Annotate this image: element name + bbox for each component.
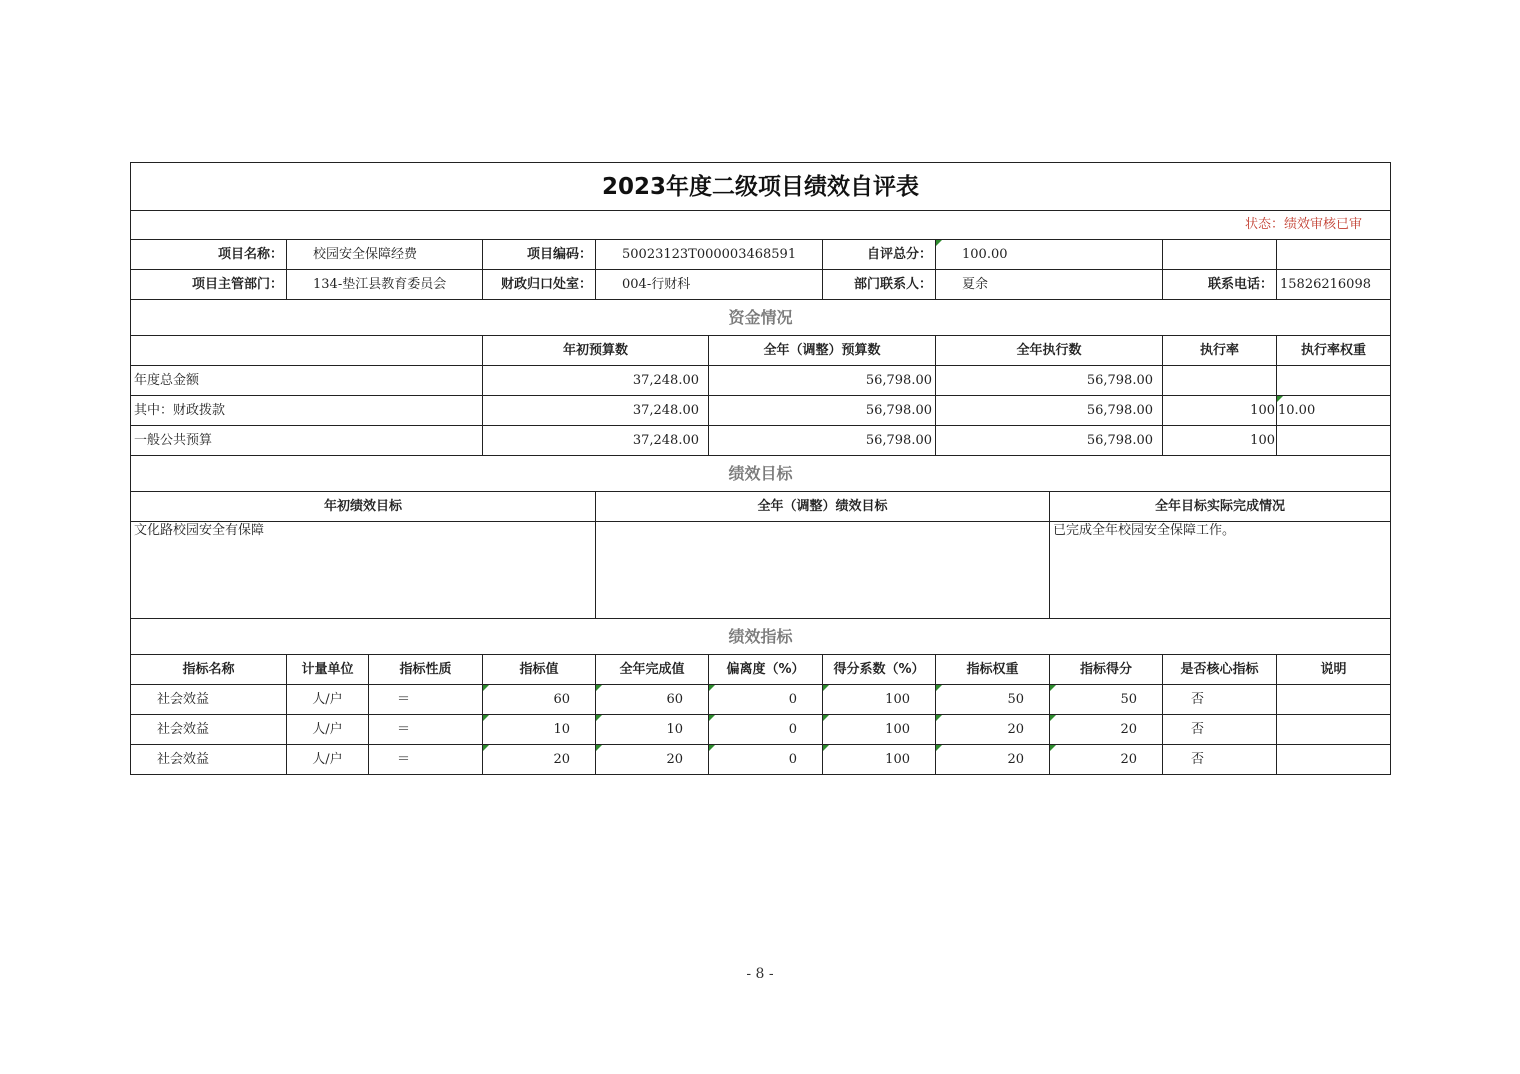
empty-cell (1277, 240, 1391, 270)
indicator-header: 计量单位 (287, 655, 369, 685)
indicator-cell: 60 (596, 685, 709, 715)
funds-cell (1163, 366, 1277, 396)
indicator-cell: 10 (483, 715, 596, 745)
funds-cell: 56,798.00 (936, 366, 1163, 396)
dept: 134-垫江县教育委员会 (287, 270, 483, 300)
indicator-cell: 50 (936, 685, 1050, 715)
funds-cell (1277, 426, 1391, 456)
indicator-cell: 否 (1163, 745, 1277, 775)
funds-header: 执行率权重 (1277, 336, 1391, 366)
indicator-cell: 人/户 (287, 685, 369, 715)
indicator-header: 得分系数（%） (823, 655, 936, 685)
funds-cell: 年度总金额 (131, 366, 483, 396)
funds-cell: 37,248.00 (483, 366, 709, 396)
funds-cell: 56,798.00 (709, 426, 936, 456)
goals-section-title: 绩效目标 (131, 456, 1391, 492)
indicator-cell (1277, 745, 1391, 775)
funds-cell: 56,798.00 (709, 366, 936, 396)
indicator-cell: 否 (1163, 715, 1277, 745)
phone-label: 联系电话： (1163, 270, 1277, 300)
indicator-header: 全年完成值 (596, 655, 709, 685)
project-name-label: 项目名称： (131, 240, 287, 270)
funds-cell: 56,798.00 (936, 396, 1163, 426)
indicator-cell: 20 (1050, 745, 1163, 775)
indicator-cell: 社会效益 (131, 745, 287, 775)
dept-label: 项目主管部门： (131, 270, 287, 300)
empty-cell (1163, 240, 1277, 270)
info-row-1 (131, 240, 1391, 270)
indicator-header: 指标得分 (1050, 655, 1163, 685)
funds-cell (1277, 366, 1391, 396)
indicator-header: 是否核心指标 (1163, 655, 1277, 685)
total-score: 100.00 (936, 240, 1163, 270)
page-title: 2023年度二级项目绩效自评表 (131, 163, 1391, 211)
goals-header: 年初绩效目标 (131, 492, 596, 522)
page-number: - 8 - (746, 966, 774, 982)
indicator-cell: 20 (483, 745, 596, 775)
funds-row (131, 396, 1391, 426)
indicator-header: 说明 (1277, 655, 1391, 685)
funds-cell: 100 (1163, 396, 1277, 426)
indicator-cell (1277, 715, 1391, 745)
status-badge: 状态：绩效审核已审 (131, 211, 1391, 240)
indicator-cell: ＝ (369, 715, 483, 745)
indicator-cell: 100 (823, 715, 936, 745)
funds-header: 年初预算数 (483, 336, 709, 366)
adjusted-goal (596, 522, 1050, 619)
project-code-label: 项目编码： (483, 240, 596, 270)
indicator-cell: 否 (1163, 685, 1277, 715)
funds-header: 全年执行数 (936, 336, 1163, 366)
indicator-header: 偏离度（%） (709, 655, 823, 685)
indicator-row (131, 685, 1391, 715)
indicator-header: 指标值 (483, 655, 596, 685)
indicators-header-row (131, 655, 1391, 685)
goal-completion: 已完成全年校园安全保障工作。 (1050, 522, 1391, 619)
indicator-cell: ＝ (369, 745, 483, 775)
indicator-header: 指标性质 (369, 655, 483, 685)
indicator-cell: 20 (936, 745, 1050, 775)
funds-row (131, 366, 1391, 396)
indicator-header: 指标权重 (936, 655, 1050, 685)
project-code: 50023123T000003468591 (596, 240, 823, 270)
phone: 15826216098 (1277, 270, 1391, 300)
project-name: 校园安全保障经费 (287, 240, 483, 270)
funds-cell: 一般公共预算 (131, 426, 483, 456)
finance-office: 004-行财科 (596, 270, 823, 300)
funds-header: 全年（调整）预算数 (709, 336, 936, 366)
funds-cell: 100 (1163, 426, 1277, 456)
indicator-cell: 60 (483, 685, 596, 715)
indicator-cell: 人/户 (287, 745, 369, 775)
indicator-cell: 0 (709, 745, 823, 775)
goals-header-row (131, 492, 1391, 522)
evaluation-sheet (130, 162, 1390, 775)
funds-cell: 37,248.00 (483, 426, 709, 456)
indicator-row (131, 745, 1391, 775)
indicator-cell (1277, 685, 1391, 715)
indicator-cell: 20 (1050, 715, 1163, 745)
funds-cell: 其中：财政拨款 (131, 396, 483, 426)
indicator-cell: 20 (596, 745, 709, 775)
indicator-cell: 50 (1050, 685, 1163, 715)
funds-cell: 10.00 (1277, 396, 1391, 426)
indicator-header: 指标名称 (131, 655, 287, 685)
initial-goal: 文化路校园安全有保障 (131, 522, 596, 619)
total-score-label: 自评总分： (823, 240, 936, 270)
indicator-cell: 社会效益 (131, 685, 287, 715)
finance-office-label: 财政归口处室： (483, 270, 596, 300)
indicators-section-title: 绩效指标 (131, 619, 1391, 655)
info-row-2 (131, 270, 1391, 300)
funds-section-title: 资金情况 (131, 300, 1391, 336)
indicator-cell: 人/户 (287, 715, 369, 745)
evaluation-table (130, 162, 1391, 775)
goals-header: 全年（调整）绩效目标 (596, 492, 1050, 522)
funds-header-row (131, 336, 1391, 366)
indicator-cell: 100 (823, 685, 936, 715)
indicator-cell: ＝ (369, 685, 483, 715)
indicator-cell: 0 (709, 685, 823, 715)
funds-row (131, 426, 1391, 456)
funds-cell: 56,798.00 (709, 396, 936, 426)
goals-header: 全年目标实际完成情况 (1050, 492, 1391, 522)
indicator-cell: 0 (709, 715, 823, 745)
contact-label: 部门联系人： (823, 270, 936, 300)
indicator-cell: 10 (596, 715, 709, 745)
contact: 夏余 (936, 270, 1163, 300)
funds-header (131, 336, 483, 366)
funds-header: 执行率 (1163, 336, 1277, 366)
indicator-row (131, 715, 1391, 745)
indicator-cell: 20 (936, 715, 1050, 745)
funds-cell: 37,248.00 (483, 396, 709, 426)
goals-row (131, 522, 1391, 619)
funds-cell: 56,798.00 (936, 426, 1163, 456)
indicator-cell: 100 (823, 745, 936, 775)
indicator-cell: 社会效益 (131, 715, 287, 745)
